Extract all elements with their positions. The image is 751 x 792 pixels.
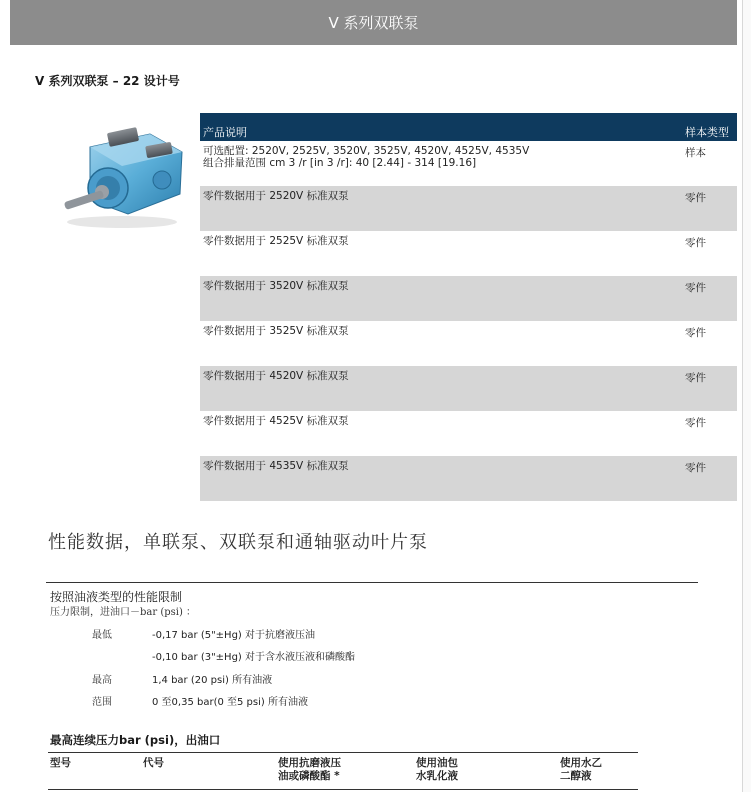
limits-title: 按照油液类型的性能限制 (50, 590, 183, 604)
continuous-pressure-title: 最高连续压力bar (psi)，出油口 (50, 733, 221, 747)
limit-note: 对于抗磨液压油 (245, 630, 316, 641)
limit-note: 对于含水液压液和磷酸酯 (245, 652, 356, 663)
section-divider (46, 582, 698, 583)
col-code-header: 代号 (143, 757, 164, 769)
row-type: 零件 (685, 237, 706, 249)
limits-subtitle: 压力限制，进油口－bar (psi) ： (50, 607, 197, 618)
row-type: 零件 (685, 327, 706, 339)
product-table (200, 113, 737, 501)
row-type: 零件 (685, 417, 706, 429)
pressure-table-header (48, 752, 638, 790)
limit-note: 所有油液 (232, 675, 273, 686)
page-title: V 系列双联泵 (328, 14, 419, 32)
col-antiwear-header: 使用抗磨液压 油或磷酸酯 * (278, 757, 341, 782)
table-row[interactable] (200, 456, 737, 501)
row-type: 零件 (685, 462, 706, 474)
limit-label: 最低 (92, 630, 112, 641)
row-type: 样本 (685, 147, 706, 159)
row-description[interactable]: 零件数据用于 2525V 标准双泵 (203, 235, 349, 247)
table-row[interactable] (200, 186, 737, 231)
col-description-header: 产品说明 (203, 126, 247, 139)
col-model-header: 型号 (50, 757, 71, 769)
table-row[interactable] (200, 276, 737, 321)
limit-value: -0,17 bar (5"±Hg) (152, 630, 242, 641)
limit-label: 范围 (92, 697, 112, 708)
row-description-line2: 组合排量范围 cm 3 /r [in 3 /r]: 40 [2.44] - 314 [19.16] (203, 157, 477, 169)
row-description[interactable]: 零件数据用于 3525V 标准双泵 (203, 325, 349, 337)
limit-note: 所有油液 (267, 697, 308, 708)
row-description[interactable]: 零件数据用于 3520V 标准双泵 (203, 280, 349, 292)
row-description[interactable]: 零件数据用于 2520V 标准双泵 (203, 190, 349, 202)
table-row[interactable] (200, 231, 737, 276)
col-emulsion-header: 使用油包 水乳化液 (416, 757, 458, 782)
row-description[interactable]: 可选配置: 2520V, 2525V, 3520V, 3525V, 4520V, 4525V, 4535V (203, 145, 530, 157)
product-subtitle: V 系列双联泵 – 22 设计号 (35, 74, 180, 88)
limit-value: 0 至0,35 bar(0 至5 psi) (152, 697, 265, 708)
limit-value: -0,10 bar (3"±Hg) (152, 652, 242, 663)
page-header (10, 0, 737, 45)
row-description[interactable]: 零件数据用于 4535V 标准双泵 (203, 460, 349, 472)
limit-value: 1,4 bar (20 psi) (152, 675, 229, 686)
col-glycol-header: 使用水乙 二醇液 (560, 757, 602, 782)
table-row[interactable] (200, 141, 737, 186)
row-type: 零件 (685, 372, 706, 384)
col-type-header: 样本类型 (685, 126, 729, 139)
row-description[interactable]: 零件数据用于 4520V 标准双泵 (203, 370, 349, 382)
limit-label: 最高 (92, 675, 112, 686)
row-type: 零件 (685, 192, 706, 204)
row-description[interactable]: 零件数据用于 4525V 标准双泵 (203, 415, 349, 427)
table-row[interactable] (200, 366, 737, 411)
table-row[interactable] (200, 321, 737, 366)
vane-pump-image (50, 122, 190, 232)
product-table-header (200, 113, 737, 141)
performance-heading: 性能数据，单联泵、双联泵和通轴驱动叶片泵 (48, 532, 428, 553)
row-type: 零件 (685, 282, 706, 294)
table-row[interactable] (200, 411, 737, 456)
scrollbar[interactable] (742, 0, 751, 792)
